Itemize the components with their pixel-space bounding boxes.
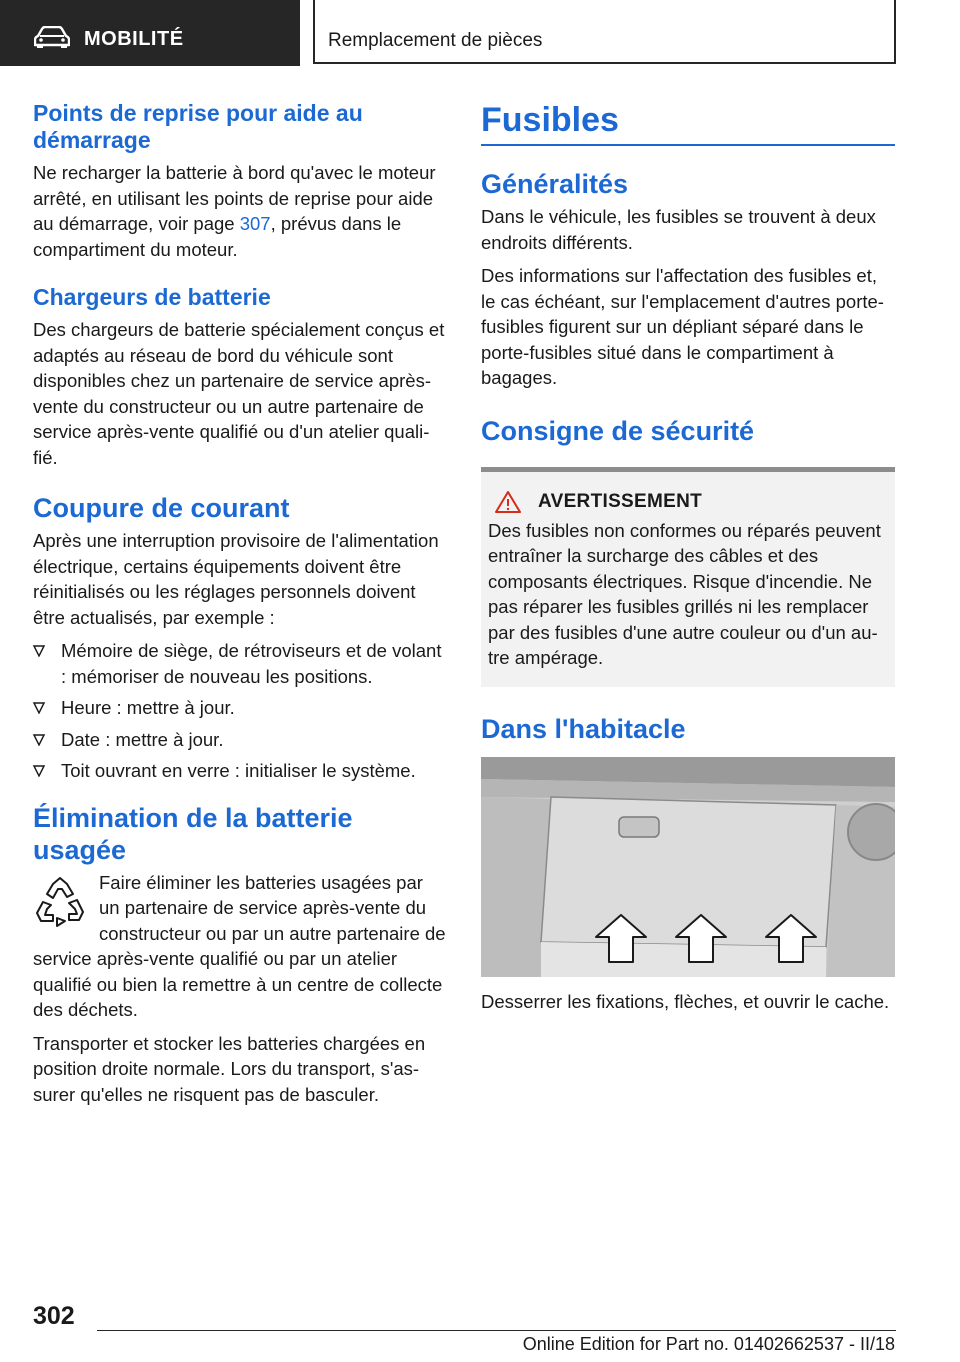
warning-box (481, 467, 895, 687)
list-item (33, 727, 447, 753)
recycle-icon (33, 876, 87, 930)
list-item (33, 638, 447, 689)
triangle-bullet-icon (33, 645, 45, 657)
paragraph-disposal: Faire éliminer les batteries usagées par un partenaire de service après-vente du constructeur ou par un autre partenaire de service après-vente qualifié ou par un atelier qualifié ou bien la remettre à un centre de collecte des déchets. (33, 871, 446, 1020)
chapter-label: MOBILITÉ (84, 28, 184, 50)
right-column (481, 100, 895, 1014)
heading-fuses: Fusibles (481, 101, 619, 139)
footer-divider (97, 1330, 896, 1331)
triangle-bullet-icon (33, 734, 45, 746)
list-item (33, 758, 447, 784)
disposal-block (33, 870, 447, 1023)
paragraph-text: Ne recharger la batterie à bord qu'avec le moteur arrêté, en utilisant les points de reprise pour aide au démarrage, voir page (33, 162, 436, 234)
triangle-bullet-icon (33, 702, 45, 714)
list-item (33, 695, 447, 721)
list-item-text: Mémoire de siège, de rétroviseurs et de volant : mémoriser de nouveau les positions. (61, 640, 442, 687)
page-number: 302 (33, 1302, 75, 1330)
heading-power-interruption: Coupure de courant (33, 493, 290, 523)
section-label: Remplacement de pièces (328, 30, 543, 51)
photo-caption: Desserrer les fixations, flèches, et ouvrir le cache. (481, 990, 890, 1012)
page-link-307[interactable]: 307 (239, 213, 271, 234)
warning-triangle-icon (494, 490, 522, 514)
glovebox-photo (481, 757, 895, 977)
paragraph-text: , prévus dans le compartiment du moteur. (33, 213, 402, 260)
heading-jump-start-points: Points de reprise pour aide au démarrage (33, 100, 363, 153)
list-item-text: Date : mettre à jour. (61, 728, 224, 750)
title-divider (481, 144, 895, 146)
list-item-text: Toit ouvrant en verre : initialiser le système. (61, 760, 416, 781)
warning-header (488, 490, 887, 514)
heading-battery-disposal: Élimination de la batterie usagée (33, 802, 353, 865)
left-column (33, 100, 447, 1107)
section-tab[interactable] (313, 0, 896, 64)
car-icon (34, 26, 70, 48)
paragraph-general-1: Dans le véhicule, les fusibles se trouvent à deux endroits différents. (481, 206, 876, 253)
triangle-bullet-icon (33, 765, 45, 777)
heading-safety: Consigne de sécurité (481, 415, 755, 446)
paragraph-jump-start (33, 160, 447, 262)
page-header (0, 0, 960, 66)
footer-edition: Online Edition for Part no. 01402662537 - II/18 (522, 1334, 895, 1354)
chapter-tab[interactable] (0, 0, 300, 66)
heading-battery-chargers: Chargeurs de batterie (33, 284, 271, 310)
paragraph-battery-chargers: Des chargeurs de batterie spécialement conçus et adaptés au réseau de bord du véhicule sont disponibles chez un partenaire de service après-vente du constructeur ou un autre partenaire de service après-vente qualifié ou d'un atelier qualifié. (33, 319, 445, 468)
warning-title: AVERTISSEMENT (538, 490, 703, 512)
paragraph-transport: Transporter et stocker les batteries chargées en position droite normale. Lors du transport, s'assurer qu'elles ne risquent pas de basculer. (33, 1032, 426, 1105)
reset-list (33, 638, 447, 784)
list-item-text: Heure : mettre à jour. (61, 697, 235, 718)
paragraph-power-interruption: Après une interruption provisoire de l'alimentation électrique, certains équipements doivent être réinitialisés ou les réglages personnels doivent être actualisés, par exemple : (33, 530, 439, 628)
heading-cabin: Dans l'habitacle (481, 713, 686, 744)
heading-general: Généralités (481, 169, 629, 199)
paragraph-general-2: Des informations sur l'affectation des fusibles et, le cas échéant, sur l'emplacement d'autres porte-fusibles figurent sur un dépliant séparé dans le porte-fusibles situé dans le compartiment à bagages. (481, 265, 884, 388)
warning-text: Des fusibles non conformes ou réparés peuvent entraîner la surcharge des câbles et des composants électriques. Risque d'incendie. Ne pas réparer les fusibles grillés ni les remplacer par des fusibles d'une autre couleur ou d'un autre ampérage. (488, 519, 881, 668)
glovebox-illustration (481, 757, 895, 977)
